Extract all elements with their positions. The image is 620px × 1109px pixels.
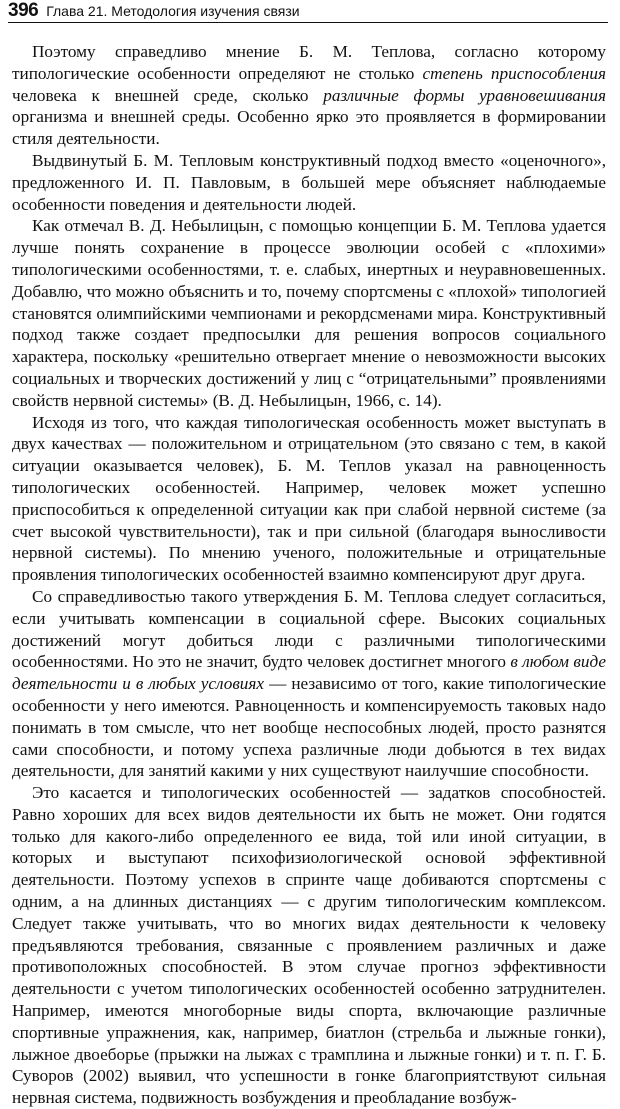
text-run: — независимо от того, какие типологические особенности у него имеются. Равноценность и компенсируемость таковых надо понимать в том смысле, что нет вообще неспособных людей, просто разнятся сами способности, и потому успеха различные люди добьются в тех видах деятельности, для занятий какими у них существуют наилучшие способности. (12, 674, 606, 781)
paragraph (12, 215, 606, 411)
paragraph (12, 41, 606, 150)
paragraph (12, 586, 606, 782)
text-run: Со справедливостью такого утверждения Б. М. Теплова следует согласиться, если учитывать компенсации в социальной сфере. Высоких социальных достижений могут добиться люди с различными типологическими особенностями. Но это не значит, будто человек достигнет многого (12, 586, 606, 672)
chapter-title: Глава 21. Методология изучения связи (46, 3, 300, 19)
emphasis-text: в любом виде деятельности и в любых условиях (12, 652, 607, 694)
running-header (8, 0, 608, 23)
text-run: человека к внешней среде, сколько (12, 85, 324, 105)
text-run: Исходя из того, что каждая типологическая особенность может выступать в двух качествах — положительном и отрицательном (это связано с тем, в какой ситуации оказывается человек), Б. М. Теплов указал на равноценность типологических особенностей. Например, человек может успешно приспособиться к определенной ситуации как при слабой нервной системе (за счет высокой чувствительности), так и при сильной (благодаря выносливости нервной системы). По мнению ученого, положительные и отрицательные проявления типологических особенностей взаимно компенсируют друг друга. (12, 412, 606, 585)
paragraph (12, 150, 606, 215)
text-run: организма и внешней среды. Особенно ярко это проявляется в формировании стиля деятельности. (12, 107, 606, 149)
text-run: Как отмечал В. Д. Небылицын, с помощью концепции Б. М. Теплова удается лучше понять сохранение в процессе эволюции особей с «плохими» типологическими особенностями, т. е. слабых, инертных и неуравновешенных. Добавлю, что можно объяснить и то, почему спортсмены с «плохой» типологией становятся олимпийскими чемпионами и рекордсменами мира. Конструктивный подход также создает предпосылки для решения вопросов социального характера, поскольку «решительно отвергает мнение о невозможности высоких социальных и творческих достижений у лиц с “отрицательными” проявлениями свойств нервной системы» (В. Д. Небылицын, 1966, с. 14). (12, 216, 606, 410)
text-run: Выдвинутый Б. М. Тепловым конструктивный подход вместо «оценочного», предложенного И. П. Павловым, в большей мере объясняет наблюдаемые особенности поведения и деятельности людей. (12, 150, 606, 214)
paragraph (12, 782, 606, 1109)
text-run: Это касается и типологических особенностей — задатков способностей. Равно хороших для всех видов деятельности их быть не может. Они годятся только для какого-либо определенного ее вида, той или иной ситуации, в которых и выступают психофизиологической основой эффективной деятельности. Поэтому успехов в спринте чаще добиваются спортсмены с одним, а на длинных дистанциях — с другим типологическим комплексом. Следует также учитывать, что во многих видах деятельности к человеку предъявляются требования, связанные с проявлением различных и даже противоположных способностей. В этом случае прогноз эффективности деятельности с учетом типологических особенностей особенно затруднителен. Например, имеются многоборные виды спорта, включающие различные спортивные упражнения, как, например, биатлон (стрельба и лыжные гонки), лыжное двоеборье (прыжки на лыжах с трамплина и лыжные гонки) и т. п. Г. Б. Суворов (2002) выявил, что успешности в гонке благоприятствуют сильная нервная система, подвижность возбуждения и преобладание возбуж- (12, 783, 606, 1108)
emphasis-text: степень приспособления (422, 63, 606, 83)
emphasis-text: различные формы уравновешивания (323, 85, 606, 105)
page-number: 396 (8, 0, 39, 21)
paragraph (12, 412, 606, 586)
text-run: Поэтому справедливо мнение Б. М. Теплова, согласно которому типологические особенности определяют не столько (12, 42, 606, 83)
body-text (12, 41, 606, 1109)
